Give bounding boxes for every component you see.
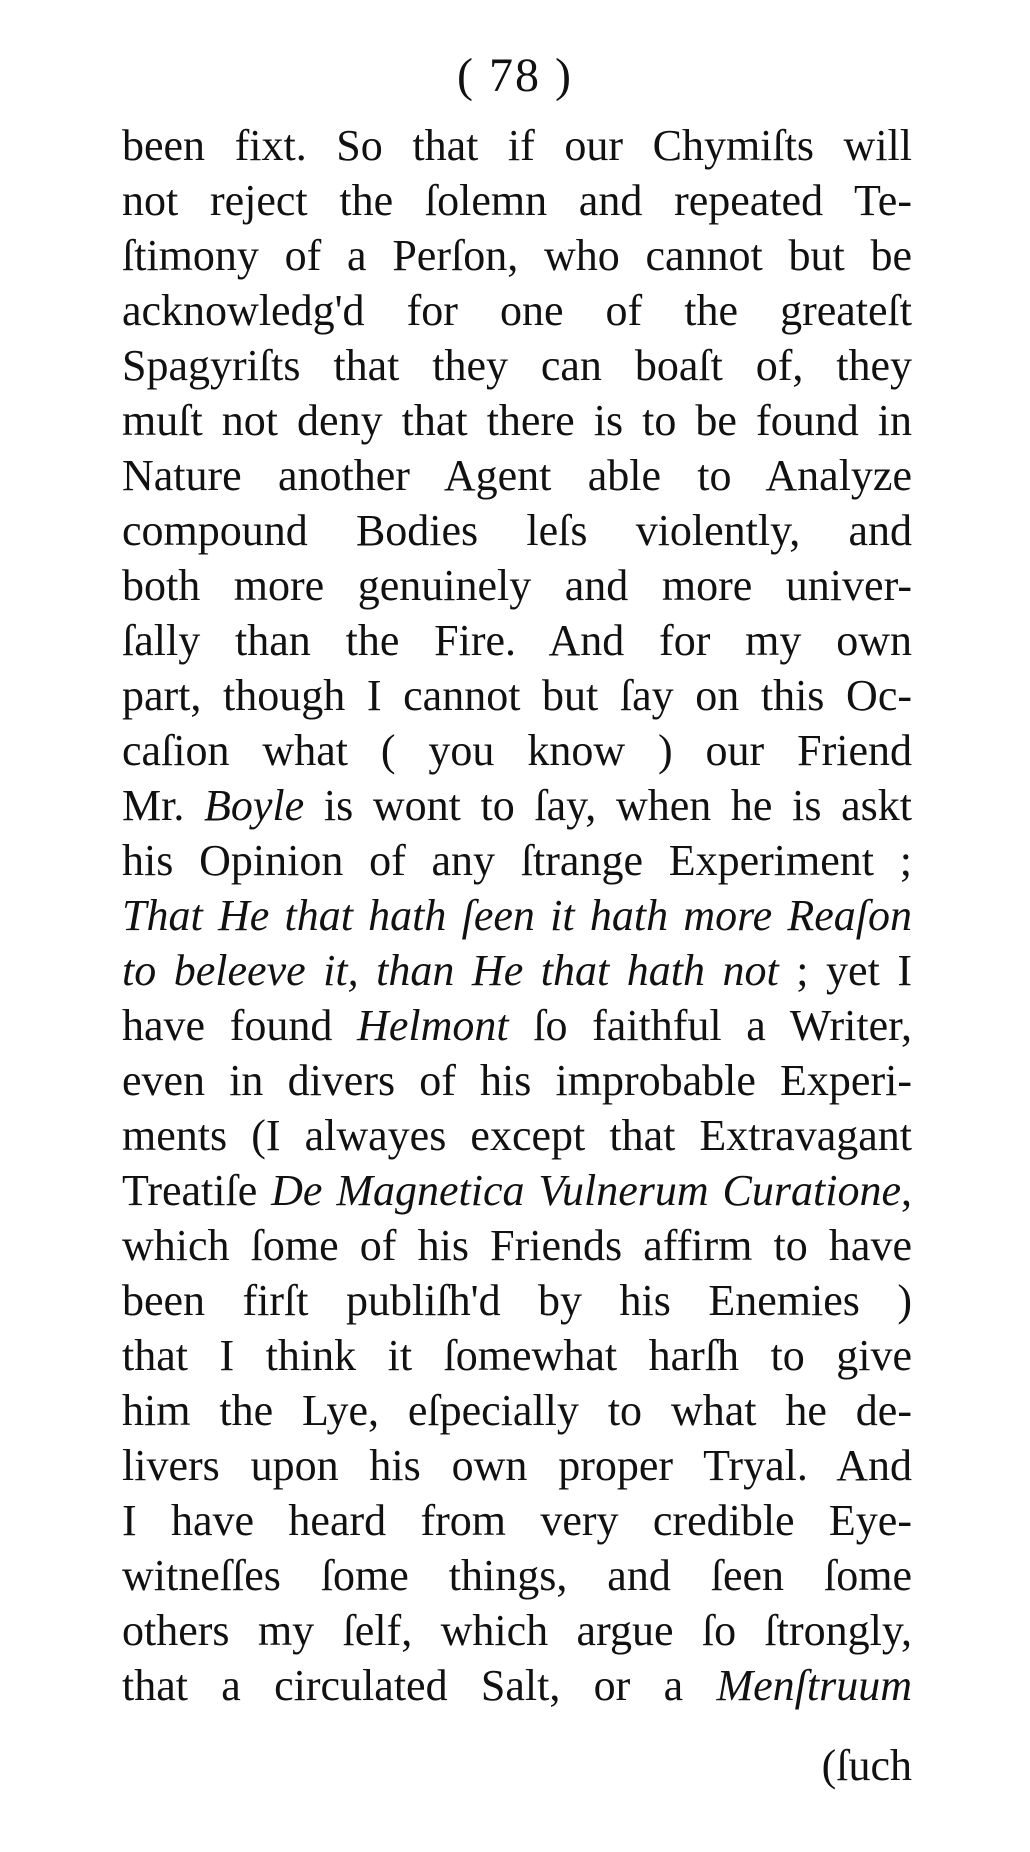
text-segment: ; yet I xyxy=(778,946,912,995)
text-segment: that I think it ſomewhat harſh to give xyxy=(122,1331,912,1380)
text-line xyxy=(122,613,912,668)
text-segment: even in divers of his improbable Experi- xyxy=(122,1056,912,1105)
text-line xyxy=(122,1548,912,1603)
text-line xyxy=(122,1053,912,1108)
italic-text: Helmont xyxy=(357,1001,509,1050)
text-segment: his Opinion of any ſtrange Experiment ; xyxy=(122,836,912,885)
text-segment: is wont to ſay, when he is askt xyxy=(304,781,912,830)
italic-text: Menſtruum xyxy=(716,1661,912,1710)
text-segment: ſally than the Fire. And for my own xyxy=(122,616,912,665)
text-segment: Nature another Agent able to Analyze xyxy=(122,451,912,500)
text-line xyxy=(122,283,912,338)
text-segment: I have heard from very credible Eye- xyxy=(122,1496,912,1545)
text-segment: ments (I alwayes except that Extravagant xyxy=(122,1111,912,1160)
text-segment: caſion what ( you know ) our Friend xyxy=(122,726,912,775)
text-segment: been firſt publiſh'd by his Enemies ) xyxy=(122,1276,912,1325)
text-line xyxy=(122,558,912,613)
text-segment: ſtimony of a Perſon, who cannot but be xyxy=(122,231,912,280)
italic-text: That He that hath ſeen it hath more Reaſon xyxy=(122,891,912,940)
text-line xyxy=(122,503,912,558)
text-line xyxy=(122,668,912,723)
text-segment: been fixt. So that if our Chymiſts will xyxy=(122,121,912,170)
text-segment: others my ſelf, which argue ſo ſtrongly, xyxy=(122,1606,912,1655)
text-line xyxy=(122,393,912,448)
text-line xyxy=(122,1273,912,1328)
text-segment: Mr. xyxy=(122,781,205,830)
text-segment: that a circulated Salt, or a xyxy=(122,1661,717,1710)
text-line xyxy=(122,1163,912,1218)
text-line xyxy=(122,888,912,943)
text-segment: muſt not deny that there is to be found in xyxy=(122,396,912,445)
text-line xyxy=(122,998,912,1053)
text-line xyxy=(122,118,912,173)
text-segment: Spagyriſts that they can boaſt of, they xyxy=(122,341,912,390)
text-segment: have found xyxy=(122,1001,358,1050)
text-segment: both more genuinely and more univer- xyxy=(122,561,912,610)
catchword: (ſuch xyxy=(821,1741,912,1790)
italic-text: to beleeve it, than He that hath not xyxy=(122,946,779,995)
text-line xyxy=(122,943,912,998)
text-segment: witneſſes ſome things, and ſeen ſome xyxy=(122,1551,912,1600)
page-number: ( 78 ) xyxy=(457,49,573,102)
text-line xyxy=(122,833,912,888)
text-segment: which ſome of his Friends affirm to have xyxy=(122,1221,912,1270)
text-line xyxy=(122,1328,912,1383)
text-segment: Treatiſe xyxy=(122,1166,272,1215)
text-segment: part, though I cannot but ſay on this Oc- xyxy=(122,671,912,720)
text-line xyxy=(122,228,912,283)
text-line xyxy=(122,1383,912,1438)
text-segment: ſo faithful a Writer, xyxy=(508,1001,912,1050)
text-line xyxy=(122,1218,912,1273)
text-line xyxy=(122,1438,912,1493)
italic-text: Boyle xyxy=(204,781,305,830)
text-segment: livers upon his own proper Tryal. And xyxy=(122,1441,912,1490)
text-line xyxy=(122,1493,912,1548)
text-segment: compound Bodies leſs violently, and xyxy=(122,506,912,555)
text-line xyxy=(122,1658,912,1713)
text-line xyxy=(122,723,912,778)
text-segment: , xyxy=(901,1166,912,1215)
text-line xyxy=(122,173,912,228)
text-line xyxy=(122,778,912,833)
text-line xyxy=(122,338,912,393)
italic-text: De Magnetica Vulnerum Curatione xyxy=(271,1166,901,1215)
text-line xyxy=(122,448,912,503)
text-line xyxy=(122,1108,912,1163)
text-segment: him the Lye, eſpecially to what he de- xyxy=(122,1386,912,1435)
body-text xyxy=(122,118,912,1713)
text-segment: not reject the ſolemn and repeated Te- xyxy=(122,176,912,225)
text-line xyxy=(122,1603,912,1658)
text-segment: acknowledg'd for one of the greateſt xyxy=(122,286,912,335)
